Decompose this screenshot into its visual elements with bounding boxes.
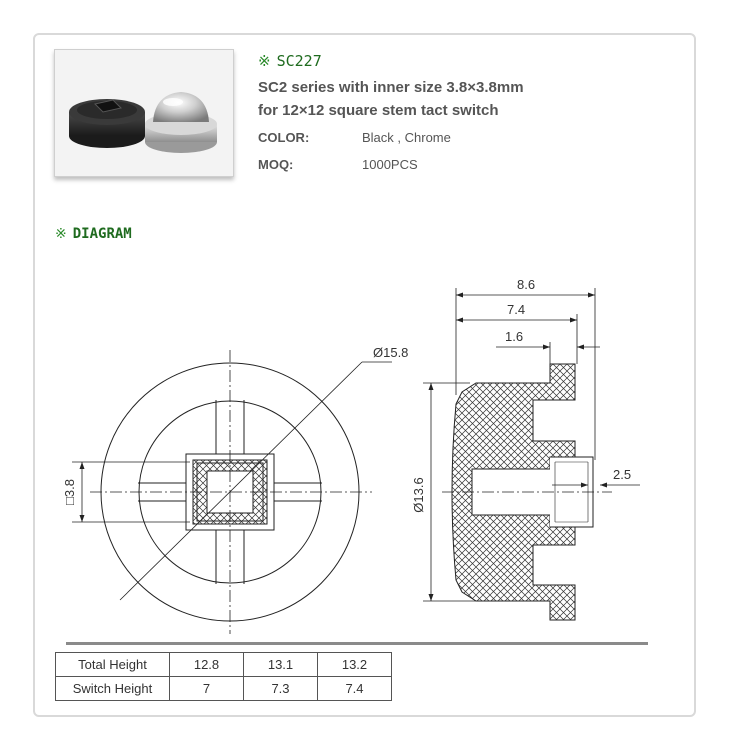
height-spec-table xyxy=(55,652,392,701)
width-step-label: 1.6 xyxy=(505,329,524,344)
side-view xyxy=(423,288,640,620)
table-row xyxy=(56,653,392,677)
title-mark: ※ xyxy=(258,52,271,70)
diagram-heading xyxy=(55,226,132,242)
color-label: COLOR: xyxy=(258,130,310,145)
black-cap-image xyxy=(69,99,145,148)
table-cell: 12.8 xyxy=(170,653,244,677)
table-cell: 7 xyxy=(170,677,244,701)
table-cell: 7.4 xyxy=(318,677,392,701)
side-diameter-label: Ø13.6 xyxy=(411,477,426,513)
table-row xyxy=(56,677,392,701)
hole-depth-label: 2.5 xyxy=(613,467,632,482)
technical-drawing xyxy=(40,250,690,640)
product-desc-line1: SC2 series with inner size 3.8×3.8mm xyxy=(258,79,524,96)
color-value: Black , Chrome xyxy=(362,130,451,145)
width-total-label: 8.6 xyxy=(517,277,536,292)
inner-square-label: □3.8 xyxy=(62,479,77,505)
diagram-heading-text: DIAGRAM xyxy=(72,226,132,242)
product-photo xyxy=(54,49,234,177)
divider-rule xyxy=(66,642,648,645)
heading-mark: ※ xyxy=(55,226,67,242)
row-label: Switch Height xyxy=(56,677,170,701)
outer-diameter-label: Ø15.8 xyxy=(373,345,409,360)
table-cell: 7.3 xyxy=(244,677,318,701)
moq-value: 1000PCS xyxy=(362,157,418,172)
moq-label: MOQ: xyxy=(258,157,294,172)
row-label: Total Height xyxy=(56,653,170,677)
table-cell: 13.1 xyxy=(244,653,318,677)
product-model: SC227 xyxy=(276,52,322,70)
width-body-label: 7.4 xyxy=(507,302,526,317)
product-title xyxy=(258,52,322,70)
table-cell: 13.2 xyxy=(318,653,392,677)
top-view xyxy=(72,350,392,634)
product-desc-line2: for 12×12 square stem tact switch xyxy=(258,102,499,119)
product-photo-drawing xyxy=(55,50,233,176)
